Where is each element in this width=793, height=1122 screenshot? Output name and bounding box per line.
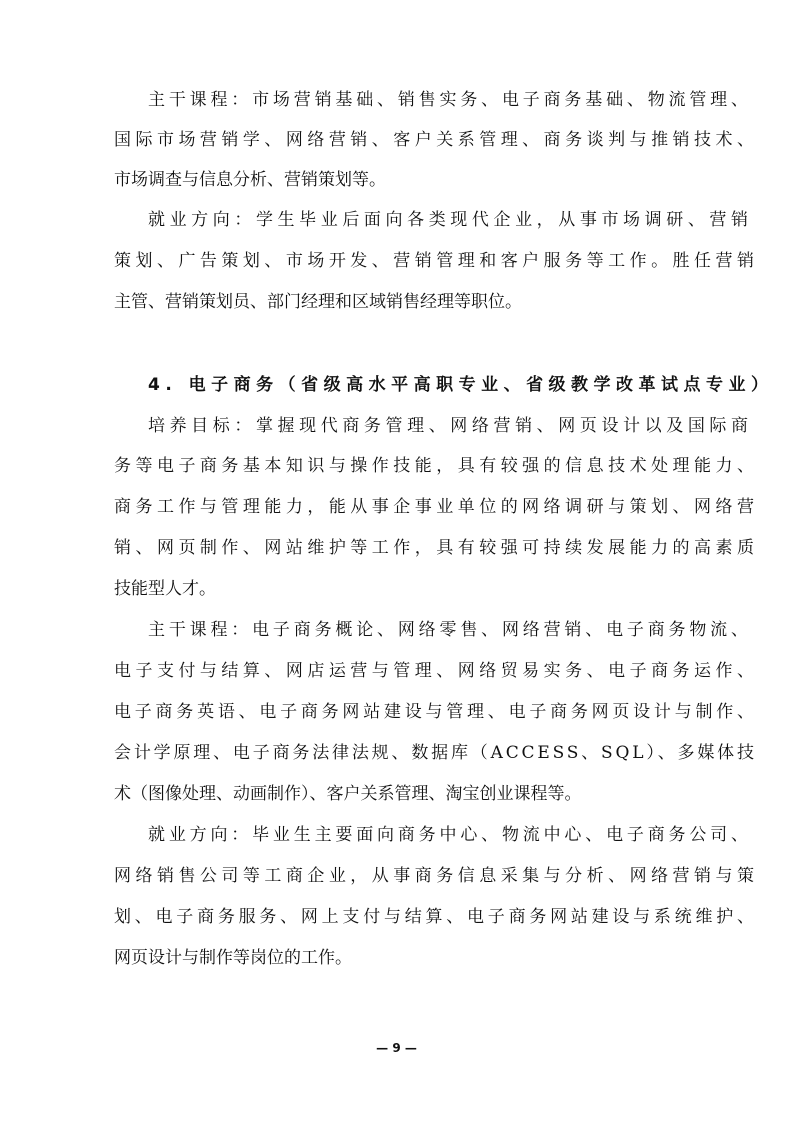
text-line: 电子商务英语、电子商务网站建设与管理、电子商务网页设计与制作、 <box>114 702 758 722</box>
text-line: 会计学原理、电子商务法律法规、数据库（ACCESS、SQL）、多媒体技 <box>114 743 757 763</box>
text-line: 策划、广告策划、市场开发、营销管理和客户服务等工作。胜任营销 <box>114 251 759 271</box>
text-line: 培养目标：掌握现代商务管理、网络营销、网页设计以及国际商 <box>148 416 753 436</box>
text-line: 就业方向：毕业生主要面向商务中心、物流中心、电子商务公司、 <box>148 825 752 845</box>
text-line: 主干课程：市场营销基础、销售实务、电子商务基础、物流管理、 <box>148 90 752 110</box>
text-line: 市场调查与信息分析、营销策划等。 <box>114 170 386 190</box>
text-line: 网络销售公司等工商企业，从事商务信息采集与分析、网络营销与策 <box>114 866 759 886</box>
text-line: 就业方向：学生毕业后面向各类现代企业，从事市场调研、营销 <box>148 210 753 230</box>
text-line: 销、网页制作、网站维护等工作，具有较强可持续发展能力的高素质 <box>114 538 759 558</box>
text-line: 国际市场营销学、网络营销、客户关系管理、商务谈判与推销技术、 <box>114 130 759 150</box>
text-line: 主干课程：电子商务概论、网络零售、网络营销、电子商务物流、 <box>148 620 752 640</box>
text-line: 商务工作与管理能力，能从事企事业单位的网络调研与策划、网络营 <box>114 497 759 517</box>
page-number: — 9 — <box>376 1041 417 1055</box>
text-line: 术（图像处理、动画制作）、客户关系管理、淘宝创业课程等。 <box>114 784 582 804</box>
text-line: 技能型人才。 <box>114 579 216 599</box>
section-heading: 4. 电子商务（省级高水平高职专业、省级教学改革试点专业） <box>148 375 774 395</box>
text-line: 主管、营销策划员、部门经理和区域销售经理等职位。 <box>114 292 522 312</box>
text-line: 电子支付与结算、网店运营与管理、网络贸易实务、电子商务运作、 <box>114 661 759 681</box>
text-line: 网页设计与制作等岗位的工作。 <box>114 948 352 968</box>
text-line: 划、电子商务服务、网上支付与结算、电子商务网站建设与系统维护、 <box>114 907 758 927</box>
text-line: 务等电子商务基本知识与操作技能，具有较强的信息技术处理能力、 <box>114 456 759 476</box>
